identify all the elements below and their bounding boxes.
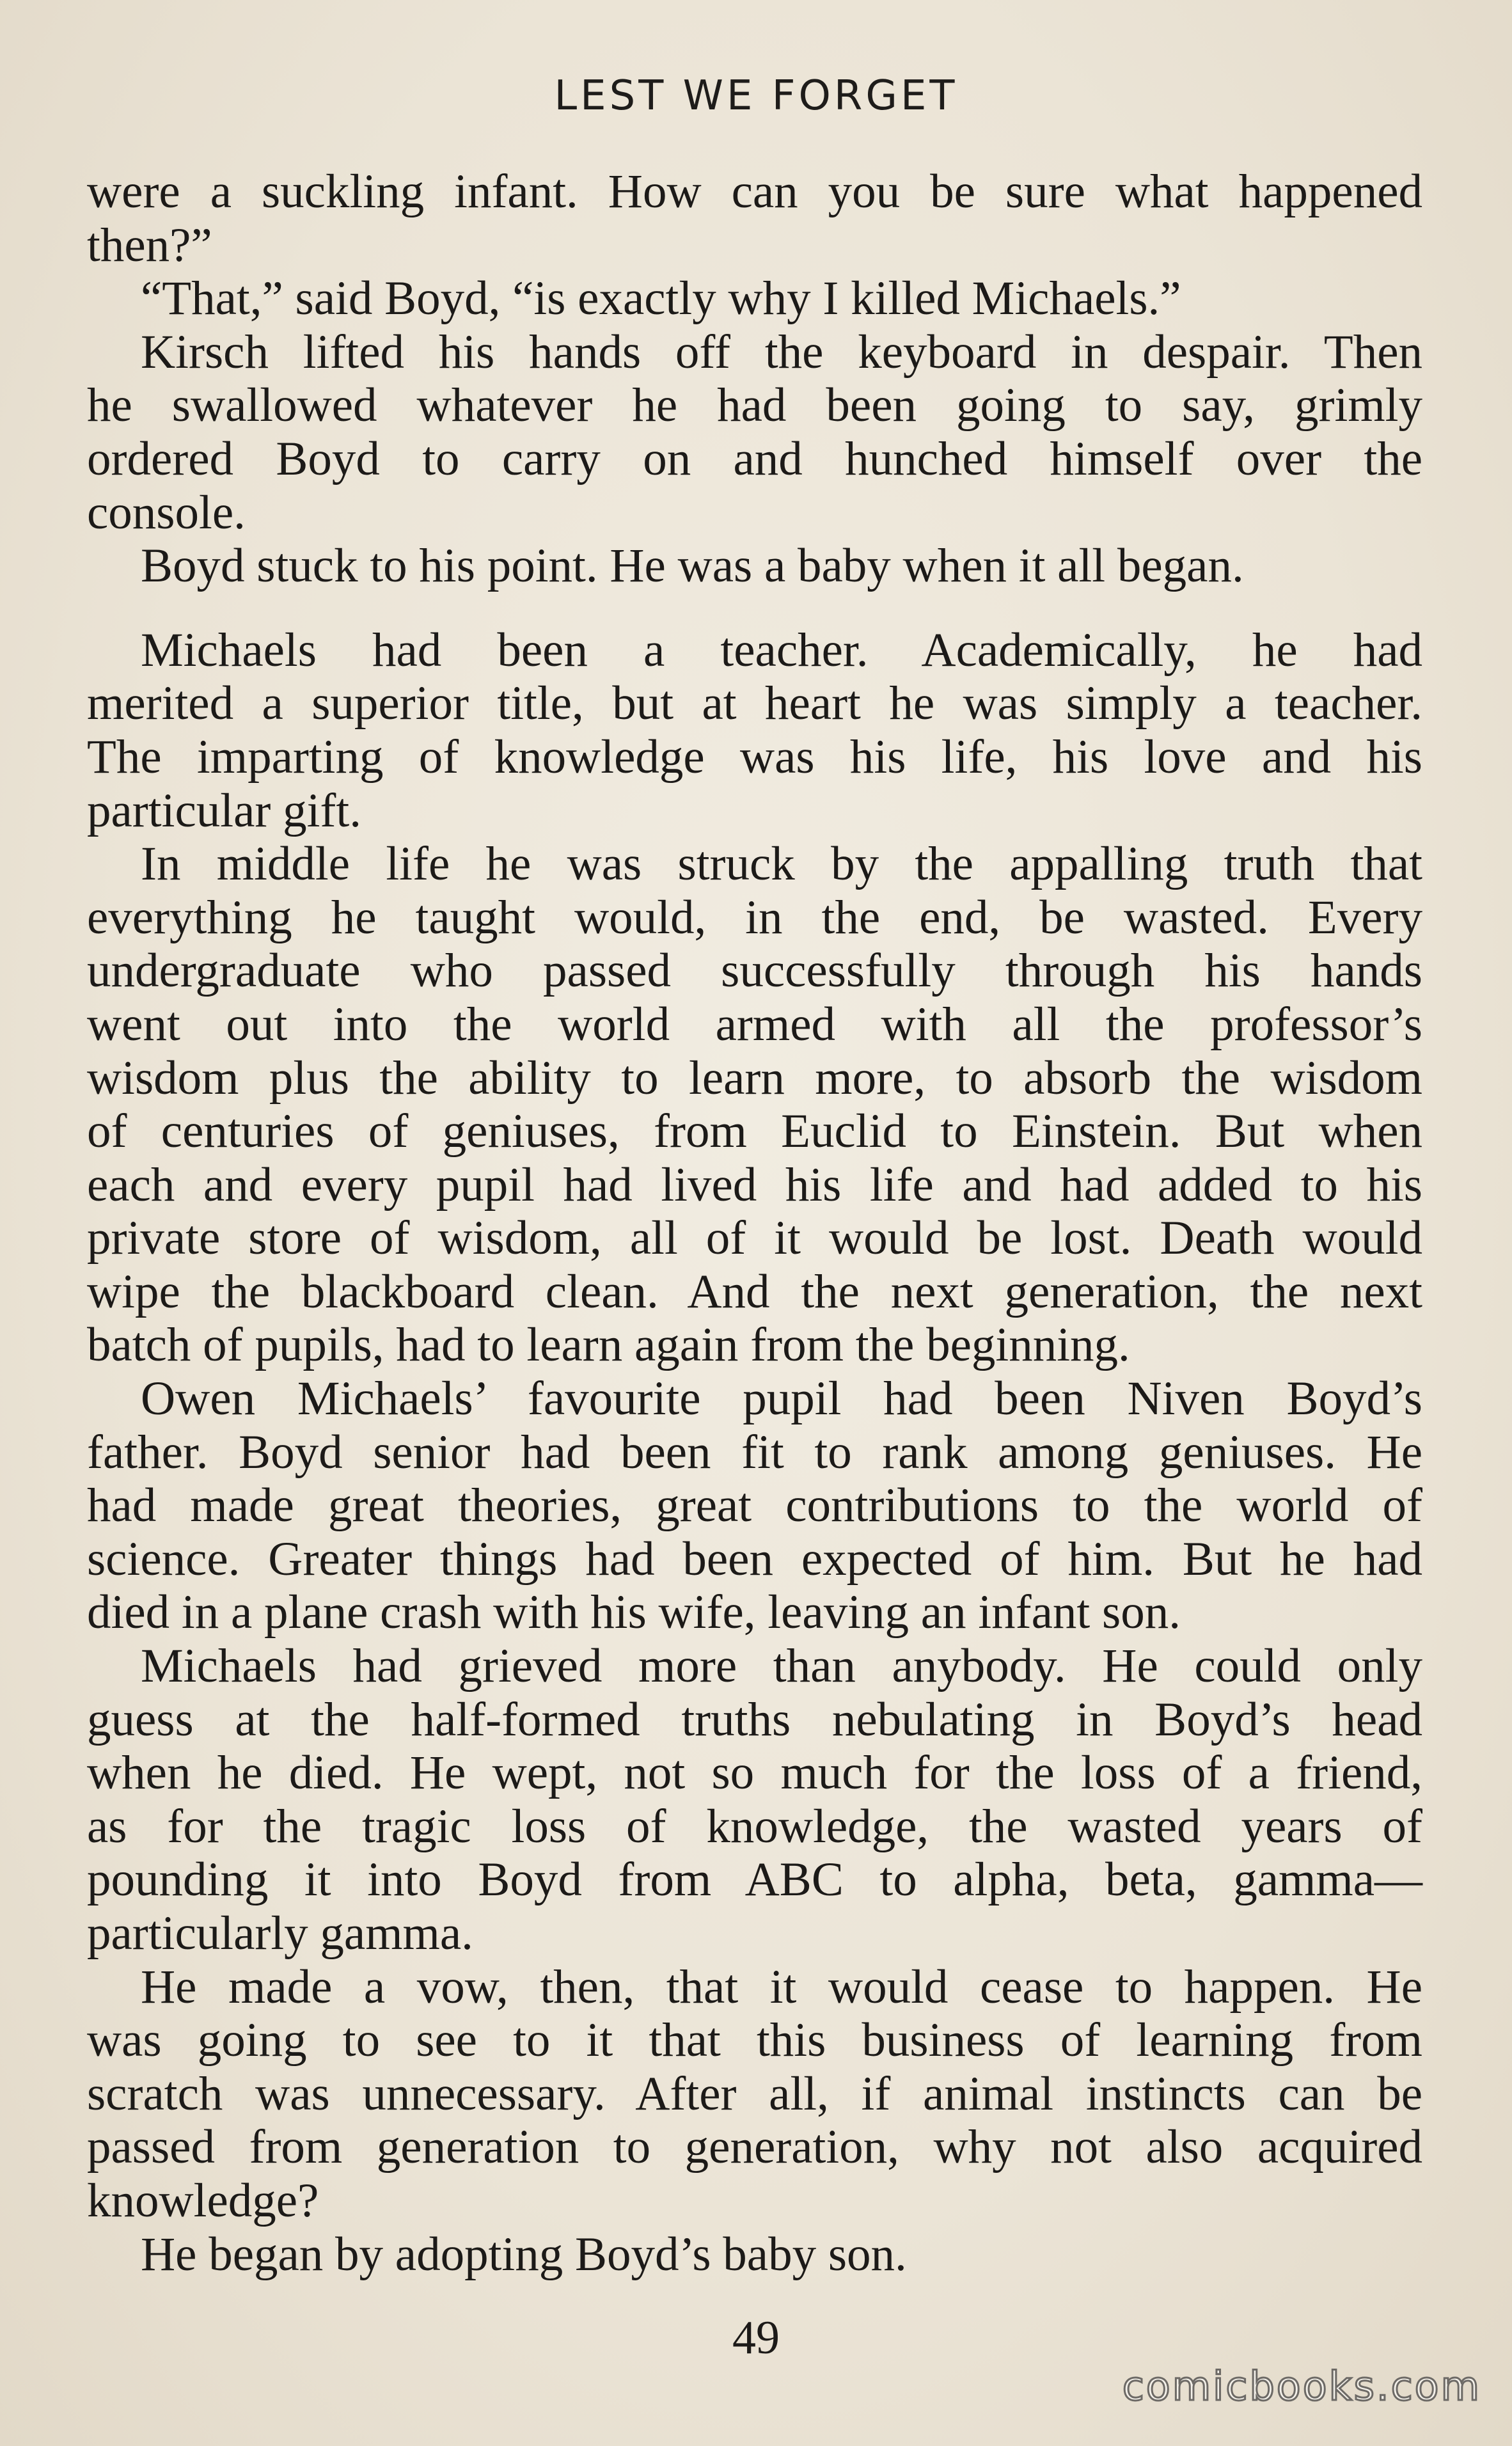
text-line: wisdom plus the ability to learn more, to absorb the wisdom xyxy=(87,1051,1422,1105)
text-line: “That,” said Boyd, “is exactly why I killed Michaels.” xyxy=(141,272,1181,326)
paragraph xyxy=(87,837,1422,1372)
text-line: He made a vow, then, that it would cease to happen. He xyxy=(141,1960,1422,2014)
running-head: LEST WE FORGET xyxy=(554,72,958,120)
watermark-logo: comicbooks.com xyxy=(1122,2363,1481,2410)
text-line: died in a plane crash with his wife, leaving an infant son. xyxy=(87,1586,1181,1639)
text-line: console. xyxy=(87,485,246,539)
text-line: merited a superior title, but at heart he was simply a teacher. xyxy=(87,677,1422,730)
text-line: pounding it into Boyd from ABC to alpha, beta, gamma— xyxy=(87,1853,1422,1907)
text-line: everything he taught would, in the end, be wasted. Every xyxy=(87,890,1422,944)
text-line: father. Boyd senior had been fit to rank among geniuses. He xyxy=(87,1425,1422,1479)
text-line: as for the tragic loss of knowledge, the wasted years of xyxy=(87,1799,1422,1853)
paragraph xyxy=(87,539,1422,593)
text-line: went out into the world armed with all the professor’s xyxy=(87,997,1422,1051)
text-line: guess at the half-formed truths nebulating in Boyd’s head xyxy=(87,1692,1422,1746)
text-line: Michaels had been a teacher. Academically, he had xyxy=(141,623,1422,677)
text-line: particularly gamma. xyxy=(87,1907,473,1960)
paragraph xyxy=(87,272,1422,326)
text-line: undergraduate who passed successfully through his hands xyxy=(87,944,1422,998)
text-line: had made great theories, great contributions to the world of xyxy=(87,1479,1422,1533)
section-break xyxy=(87,593,1422,624)
text-line: science. Greater things had been expected of him. But he had xyxy=(87,1532,1422,1586)
text-line: In middle life he was struck by the appalling truth that xyxy=(141,837,1422,891)
text-line: of centuries of geniuses, from Euclid to Einstein. But when xyxy=(87,1105,1422,1158)
text-line: batch of pupils, had to learn again from the beginning. xyxy=(87,1318,1130,1372)
text-line: wipe the blackboard clean. And the next generation, the next xyxy=(87,1265,1422,1318)
paragraph xyxy=(87,1961,1422,2228)
text-line: then?” xyxy=(87,218,212,272)
page-number: 49 xyxy=(732,2312,780,2364)
text-line: knowledge? xyxy=(87,2174,319,2227)
paragraph xyxy=(87,624,1422,837)
text-line: when he died. He wept, not so much for the loss of a friend, xyxy=(87,1746,1422,1800)
paragraph xyxy=(87,165,1422,272)
text-line: He began by adopting Boyd’s baby son. xyxy=(141,2227,907,2281)
paragraph xyxy=(87,2228,1422,2282)
text-line: were a suckling infant. How can you be sure what happened xyxy=(87,165,1422,218)
text-line: he swallowed whatever he had been going to say, grimly xyxy=(87,379,1422,432)
text-line: ordered Boyd to carry on and hunched himself over the xyxy=(87,432,1422,485)
text-line: passed from generation to generation, why not also acquired xyxy=(87,2120,1422,2174)
text-line: Owen Michaels’ favourite pupil had been Niven Boyd’s xyxy=(141,1372,1422,1426)
text-line: scratch was unnecessary. After all, if animal instincts can be xyxy=(87,2067,1422,2120)
text-line: The imparting of knowledge was his life, his love and his xyxy=(87,730,1422,784)
paragraph xyxy=(87,1372,1422,1639)
text-line: Kirsch lifted his hands off the keyboard in despair. Then xyxy=(141,325,1422,379)
paragraph xyxy=(87,1639,1422,1961)
text-line: particular gift. xyxy=(87,784,361,837)
text-line: each and every pupil had lived his life and had added to his xyxy=(87,1158,1422,1211)
paragraph xyxy=(87,326,1422,539)
text-line: was going to see to it that this business of learning from xyxy=(87,2014,1422,2067)
body-text xyxy=(87,165,1422,2281)
text-line: private store of wisdom, all of it would be lost. Death would xyxy=(87,1211,1422,1265)
text-line: Michaels had grieved more than anybody. He could only xyxy=(141,1639,1422,1693)
text-line: Boyd stuck to his point. He was a baby when it all began. xyxy=(141,539,1244,593)
